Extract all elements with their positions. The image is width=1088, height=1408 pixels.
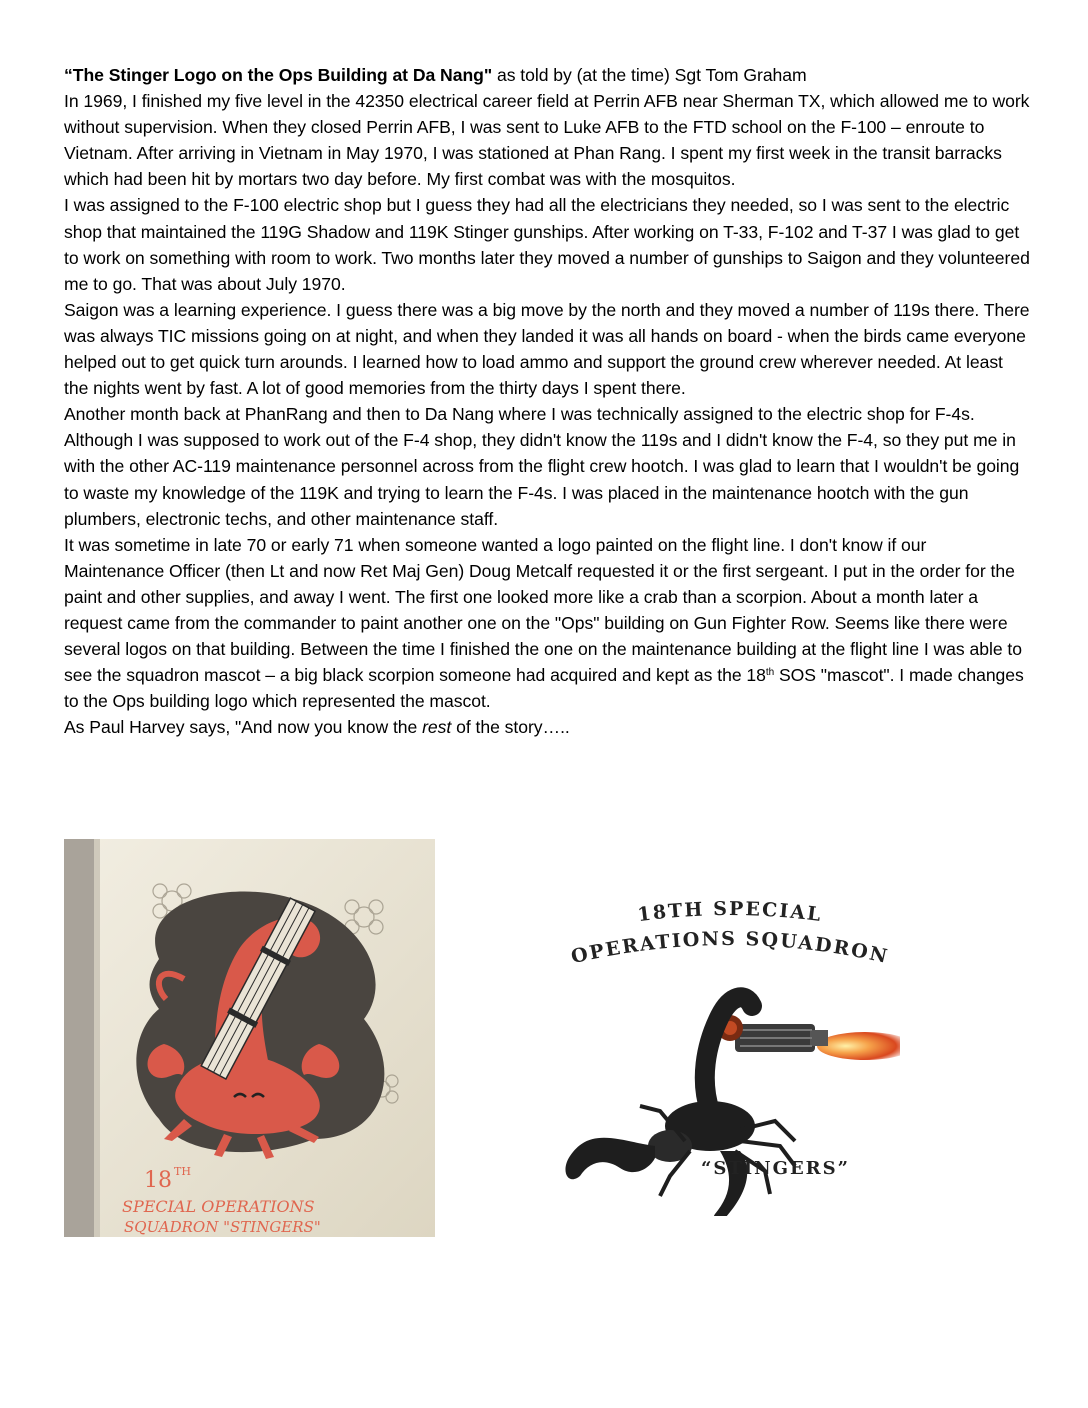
emblem-motto: “STINGERS” xyxy=(700,1158,850,1179)
photo-line-2: SQUADRON "STINGERS" xyxy=(124,1218,321,1236)
emblem-arc-bottom: OPERATIONS SQUADRON xyxy=(569,927,891,969)
photo-line-1: SPECIAL OPERATIONS xyxy=(122,1197,315,1216)
story-heading xyxy=(64,62,1030,88)
paragraph-1: In 1969, I finished my five level in the 42350 electrical career field at Perrin AFB near Sherman TX, which allowed me to work without supervision. When they closed Perrin AFB, I was sent to Luke AFB to the FTD school on the F-100 – enroute to Vietnam. After arriving in Vietnam in May 1970, I was stationed at Phan Rang. I spent my first week in the transit barracks which had been hit by mortars two day before. My first combat was with the mosquitos. xyxy=(64,91,1030,190)
muzzle-flame-icon xyxy=(817,1032,900,1060)
ops-building-logo-photo xyxy=(64,839,435,1237)
emblem-arc-top: 18TH SPECIAL xyxy=(636,897,824,927)
wall-edge xyxy=(64,839,94,1237)
paragraph-3: Saigon was a learning experience. I guess there was a big move by the north and they moved a number of 119s there. There was always TIC missions going on at night, and when they landed it was all hands on board - when the birds came everyone helped out to get quick turn arounds. I learned how to load ammo and support the ground crew wherever needed. At least the nights went by fast. A lot of good memories from the thirty days I spent there. xyxy=(64,299,1030,399)
emphasis-rest: rest xyxy=(422,717,452,738)
photo-number: 18 xyxy=(144,1168,172,1193)
paragraph-5 xyxy=(64,532,1030,715)
photo-number-suffix: TH xyxy=(174,1165,191,1178)
paragraph-6-text-a: As Paul Harvey says, "And now you know the xyxy=(64,717,423,738)
squadron-emblem xyxy=(560,896,900,1216)
ordinal-suffix: th xyxy=(765,667,775,679)
story-byline: as told by (at the time) Sgt Tom Graham xyxy=(492,65,807,85)
paragraph-6 xyxy=(64,714,1030,740)
story-title: “The Stinger Logo on the Ops Building at Da Nang" xyxy=(64,65,493,85)
paragraph-2: I was assigned to the F-100 electric shop but I guess they had all the electricians they needed, so I was sent to the electric shop that maintained the 119G Shadow and 119K Stinger gunships. After working on T-33, F-102 and T-37 I was glad to get to work on something with room to work. Two months later they moved a number of gunships to Saigon and they volunteered me to go. That was about July 1970. xyxy=(64,195,1030,294)
minigun-icon xyxy=(717,1015,828,1052)
paragraph-6-text-b: of the story….. xyxy=(451,717,570,738)
painted-logo-illustration xyxy=(64,839,435,1237)
paragraph-5-text-a: It was sometime in late 70 or early 71 when someone wanted a logo painted on the flight line. I don't know if our Maintenance Officer (then Lt and now Ret Maj Gen) Doug Metcalf requested it or the first sergeant. I put in the order for the paint and other supplies, and away I went. The first one looked more like a crab than a scorpion. About a month later a request came from the commander to paint another one on the "Ops" building on Gun Fighter Row. Seems like there were several logos on that building. Between the time I finished the one on the maintenance building at the flight line I was able to see the squadron mascot – a big black scorpion someone had acquired and kept as the 18 xyxy=(64,534,1022,686)
scorpion-tail xyxy=(705,997,752,1111)
paragraph-4: Another month back at PhanRang and then to Da Nang where I was technically assigned to the electric shop for F-4s. Although I was supposed to work out of the F-4 shop, they didn't know the 119s and I didn't know the F-4, so they put me in with the other AC-119 maintenance personnel across from the flight crew hootch. I was glad to learn that I wouldn't be going to waste my knowledge of the 119K and trying to learn the F-4s. I was placed in the maintenance hootch with the gun plumbers, electronic techs, and other maintenance staff. xyxy=(64,404,1020,529)
squadron-emblem-graphic xyxy=(560,896,900,1216)
story-text xyxy=(64,62,1030,740)
paragraph-5-text-b: SOS "mascot". I made changes to the Ops building logo which represented the mascot. xyxy=(64,665,1024,712)
